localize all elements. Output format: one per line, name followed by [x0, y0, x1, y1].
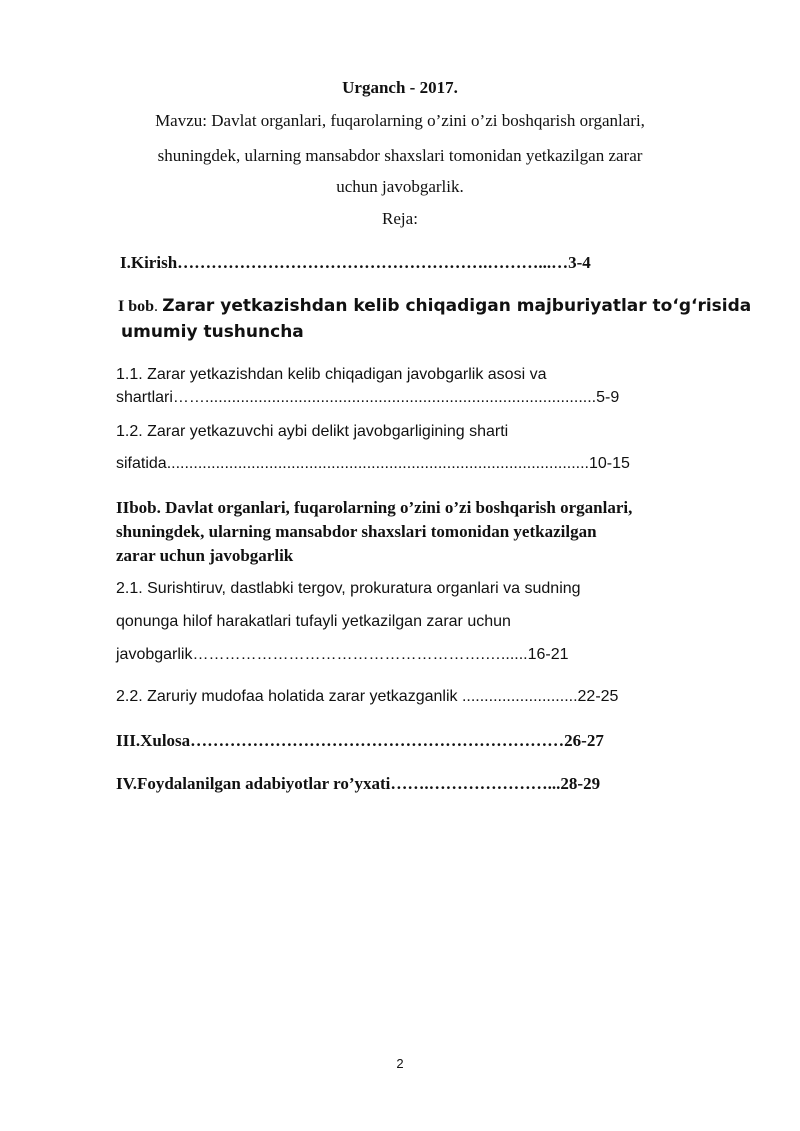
toc-item-2-2: 2.2. Zaruriy mudofaa holatida zarar yetkazganlik ..........................22-25	[116, 688, 619, 705]
toc-item-2-1-line-1: 2.1. Surishtiruv, dastlabki tergov, prokuratura organlari va sudning	[116, 580, 581, 597]
toc-conclusion: III.Xulosa…………………………………………………………26-27	[116, 731, 604, 750]
toc-chapter-2-line-2: shuningdek, ularning mansabdor shaxslari tomonidan yetkazilgan	[116, 522, 597, 541]
toc-item-1-1-line-2: shartlari……........................................................................................5-9	[116, 389, 620, 406]
toc-chapter-2-line-3: zarar uchun javobgarlik	[116, 546, 294, 565]
toc-item-1-1-line-1: 1.1. Zarar yetkazishdan kelib chiqadigan javobgarlik asosi va	[116, 366, 547, 383]
page-number: 2	[396, 1056, 404, 1071]
topic-line-2: shuningdek, ularning mansabdor shaxslari tomonidan yetkazilgan zarar	[157, 146, 643, 165]
toc-intro: I.Kirish……………………………………………….………...…3-4	[120, 253, 591, 272]
toc-item-1-2-line-2: sifatida...............................................................................................10-15	[116, 455, 630, 472]
toc-references: IV.Foydalanilgan adabiyotlar ro’yxati…….…………………...28-29	[116, 774, 601, 793]
plan-label: Reja:	[382, 209, 418, 228]
toc-chapter-1-heading	[118, 296, 751, 316]
chapter-1-dot: .	[154, 298, 159, 315]
toc-chapter-2-line-1: IIbob. Davlat organlari, fuqarolarning o’zini o’zi boshqarish organlari,	[116, 498, 633, 517]
chapter-1-prefix: I bob	[118, 298, 155, 315]
topic-line-3: uchun javobgarlik.	[336, 177, 464, 196]
chapter-1-title-line-1: Zarar yetkazishdan kelib chiqadigan majburiyatlar to‘g‘risida	[162, 296, 752, 316]
toc-item-2-1-line-3: javobgarlik……………………………………………….…......16-21	[116, 646, 569, 663]
chapter-1-title-line-2: umumiy tushuncha	[121, 322, 304, 342]
city-year: Urganch - 2017.	[342, 78, 458, 97]
toc-item-2-1-line-2: qonunga hilof harakatlari tufayli yetkazilgan zarar uchun	[116, 613, 511, 630]
toc-item-1-2-line-1: 1.2. Zarar yetkazuvchi aybi delikt javobgarligining sharti	[116, 423, 509, 440]
topic-line-1: Mavzu: Davlat organlari, fuqarolarning o’zini o’zi boshqarish organlari,	[155, 111, 645, 130]
